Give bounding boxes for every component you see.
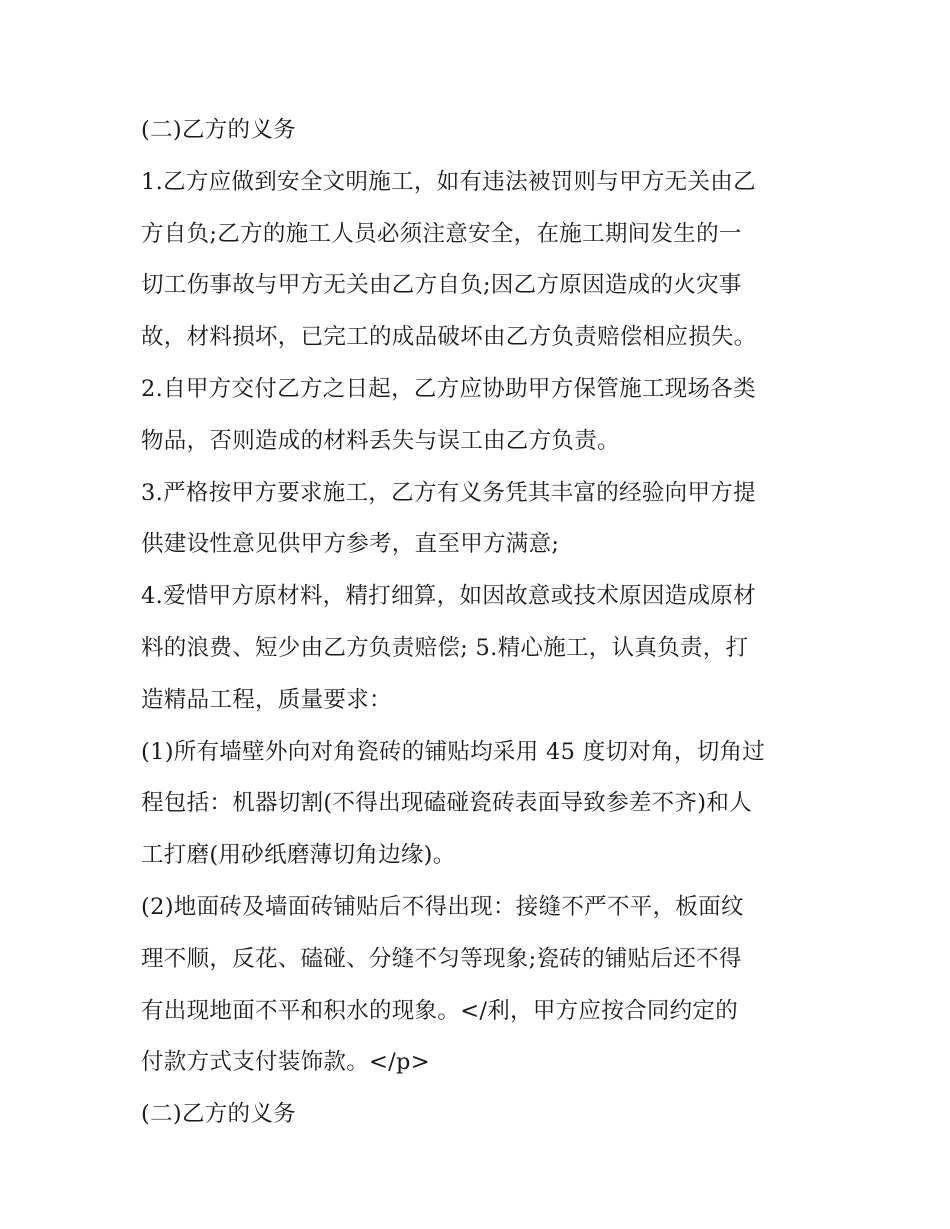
text-line: 工打磨(用砂纸磨薄切角边缘)。 bbox=[141, 842, 456, 869]
text-line: 供建设性意见供甲方参考，直至甲方满意; bbox=[141, 531, 560, 558]
text-line: 故，材料损坏，已完工的成品破坏由乙方负责赔偿相应损失。 bbox=[141, 324, 757, 351]
section-heading: (二)乙方的义务 bbox=[141, 1101, 296, 1128]
text-line: (2)地面砖及墙面砖铺贴后不得出现：接缝不严不平，板面纹 bbox=[141, 893, 744, 920]
text-line: 1.乙方应做到安全文明施工，如有违法被罚则与甲方无关由乙 bbox=[141, 168, 756, 195]
text-line: 程包括：机器切割(不得出现磕碰瓷砖表面导致参差不齐)和人 bbox=[141, 790, 752, 817]
text-line: 物品，否则造成的材料丢失与误工由乙方负责。 bbox=[141, 427, 620, 454]
document-body bbox=[141, 105, 811, 1141]
section-heading: (二)乙方的义务 bbox=[141, 117, 296, 143]
text-line: 造精品工程，质量要求： bbox=[141, 686, 392, 713]
text-line: 方自负;乙方的施工人员必须注意安全，在施工期间发生的一 bbox=[141, 220, 742, 247]
text-line: 切工伤事故与甲方无关由乙方自负;因乙方原因造成的火灾事 bbox=[141, 272, 742, 299]
text-line: 3.严格按甲方要求施工，乙方有义务凭其丰富的经验向甲方提 bbox=[141, 479, 756, 506]
text-line: 理不顺，反花、磕碰、分缝不匀等现象;瓷砖的铺贴后还不得 bbox=[141, 945, 742, 972]
text-line: 付款方式支付装饰款。</p> bbox=[141, 1049, 430, 1076]
text-line: 4.爱惜甲方原材料，精打细算，如因故意或技术原因造成原材 bbox=[141, 583, 756, 610]
text-line: 2.自甲方交付乙方之日起，乙方应协助甲方保管施工现场各类 bbox=[141, 375, 756, 402]
text-line: (1)所有墙壁外向对角瓷砖的铺贴均采用 45 度切对角，切角过 bbox=[141, 738, 766, 765]
text-line: 料的浪费、短少由乙方负责赔偿; 5.精心施工，认真负责，打 bbox=[141, 634, 749, 661]
text-line: 有出现地面不平和积水的现象。</利，甲方应按合同约定的 bbox=[141, 997, 739, 1024]
